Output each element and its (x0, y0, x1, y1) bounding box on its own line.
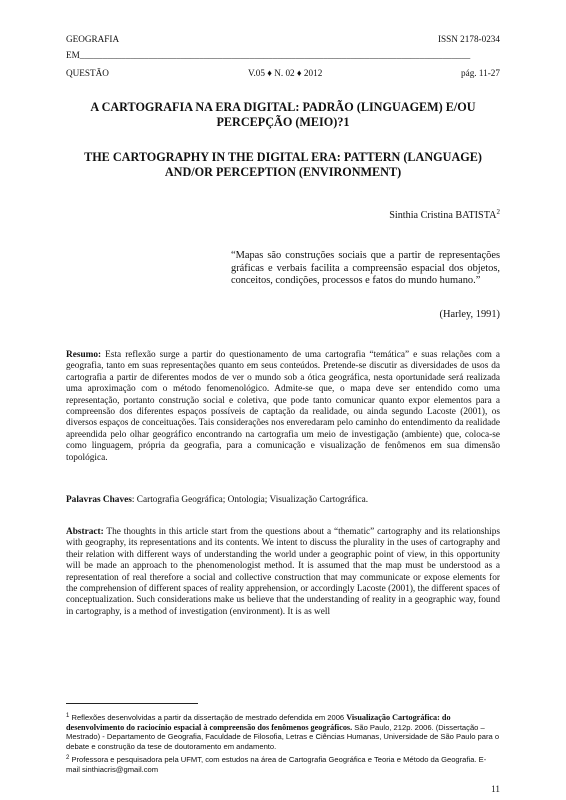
abstract-text: The thoughts in this article start from the questions about a “thematic” cartography and its relationships with geography, its representations and its contents. We intent to discuss the plurality in the uses of cartography and their relation with different ways of understanding the world under a geographic point of view, in this opportunity will be made an approach to the phenomenologist method. It is assumed that the map must be understood as a representation of real therefore a social and collective construction that may communicate or expose elements for the comprehension of different spaces of reality apprehension, or accordingly Lacoste (2001), the different spaces of conceptualization. Such considerations make us believe that the understanding of reality in a geographic way, found in cartography, is a method of investigation (environment). It is as well (66, 527, 500, 617)
keywords-text: : Cartografia Geográfica; Ontologia; Visualização Cartográfica. (131, 495, 369, 505)
epigraph-quote: “Mapas são construções sociais que a partir de representações gráficas e verbais facilita a compreensão espacial dos objetos, conceitos, condições, processos e fatos do mundo humano.” (231, 250, 500, 287)
journal-name-1: GEOGRAFIA (66, 34, 120, 44)
footnote-separator (66, 703, 198, 704)
author-name: Sinthia Cristina BATISTA (389, 210, 497, 221)
footnote-1-mark: 1 (66, 713, 70, 719)
page-range: pág. 11-27 (461, 68, 500, 78)
journal-header-line3 (66, 68, 500, 79)
footnote-2-mark: 2 (66, 755, 70, 761)
abstract-paragraph (66, 527, 500, 618)
keywords-paragraph (66, 495, 500, 506)
journal-header-line2 (66, 50, 500, 61)
footnote-1-thesis-title: Visualização Cartográfica: do desenvolvimento do raciocínio espacial à compreensão dos fenômenos geográficos. (66, 713, 451, 732)
epigraph-source: (Harley, 1991) (439, 309, 500, 320)
journal-header-line1 (66, 34, 500, 45)
title-portuguese: A CARTOGRAFIA NA ERA DIGITAL: PADRÃO (LINGUAGEM) E/OU PERCEPÇÃO (MEIO)?1 (90, 100, 476, 129)
title-english: THE CARTOGRAPHY IN THE DIGITAL ERA: PATTERN (LANGUAGE) AND/OR PERCEPTION (ENVIRONMENT) (84, 150, 482, 179)
footnote-2-text: Professora e pesquisadora pela UFMT, com estudos na área de Cartografia Geográfica e Teoria e Método da Geografia. E-mail sinthiacris@gmail.com (66, 755, 487, 774)
resumo-paragraph (66, 350, 500, 464)
author-footnote-mark: 2 (496, 208, 500, 216)
footnote-1-text-a: Reflexões desenvolvidas a partir da dissertação de mestrado defendida em 2006 (69, 713, 347, 722)
volume-issue: V.05 ♦ N. 02 ♦ 2012 (248, 68, 323, 78)
issn: ISSN 2178-0234 (437, 34, 500, 44)
keywords-label: Palavras Chaves (66, 495, 132, 505)
footnote-2 (66, 754, 500, 774)
page-number: 11 (491, 784, 500, 794)
journal-name-2: EM_____________________________________________________________________________________ (66, 50, 471, 60)
abstract-label: Abstract: (66, 527, 104, 537)
resumo-text: Esta reflexão surge a partir do questionamento de uma cartografia “temática” e suas relações com a geografia, tanto em suas representações quanto em seus conteúdos. Pretende-se discutir as diversidades de usos da cartografia a partir de diferentes modos de ver o mundo sob a ótica geográfica, nesta oportunidade será realizada uma aproximação com o método fenomenológico. Admite-se que, o mapa deve ser entendido como uma representação, portanto construção social e coletiva, que pode tanto comunicar quanto expor elementos para a compreensão dos diferentes espaços possíveis de captação da realidade, ou ainda segundo Lacoste (2001), os diversos espaços de conceituações. Tais considerações nos enveredaram pelo caminho do entendimento da realidade apreendida pelo olhar geográfico encontrando na cartografia um meio de investigação (ambiente) que, coloca-se como linguagem, própria da geografia, para a comunicação e visualização de fenômenos em sua dimensão topológica. (66, 350, 500, 463)
author (389, 208, 500, 221)
footnote-1-text-b: São Paulo, 212p. 2006. (Dissertação – Mestrado) - Departamento de Geografia, Faculdade de Filosofia, Letras e Ciências Humanas, Universidade de São Paulo para o debate e construção da tese de doutoramento em andamento. (66, 722, 500, 751)
footnote-1 (66, 712, 500, 751)
journal-name-3: QUESTÃO (66, 68, 109, 78)
resumo-label: Resumo: (66, 350, 102, 360)
